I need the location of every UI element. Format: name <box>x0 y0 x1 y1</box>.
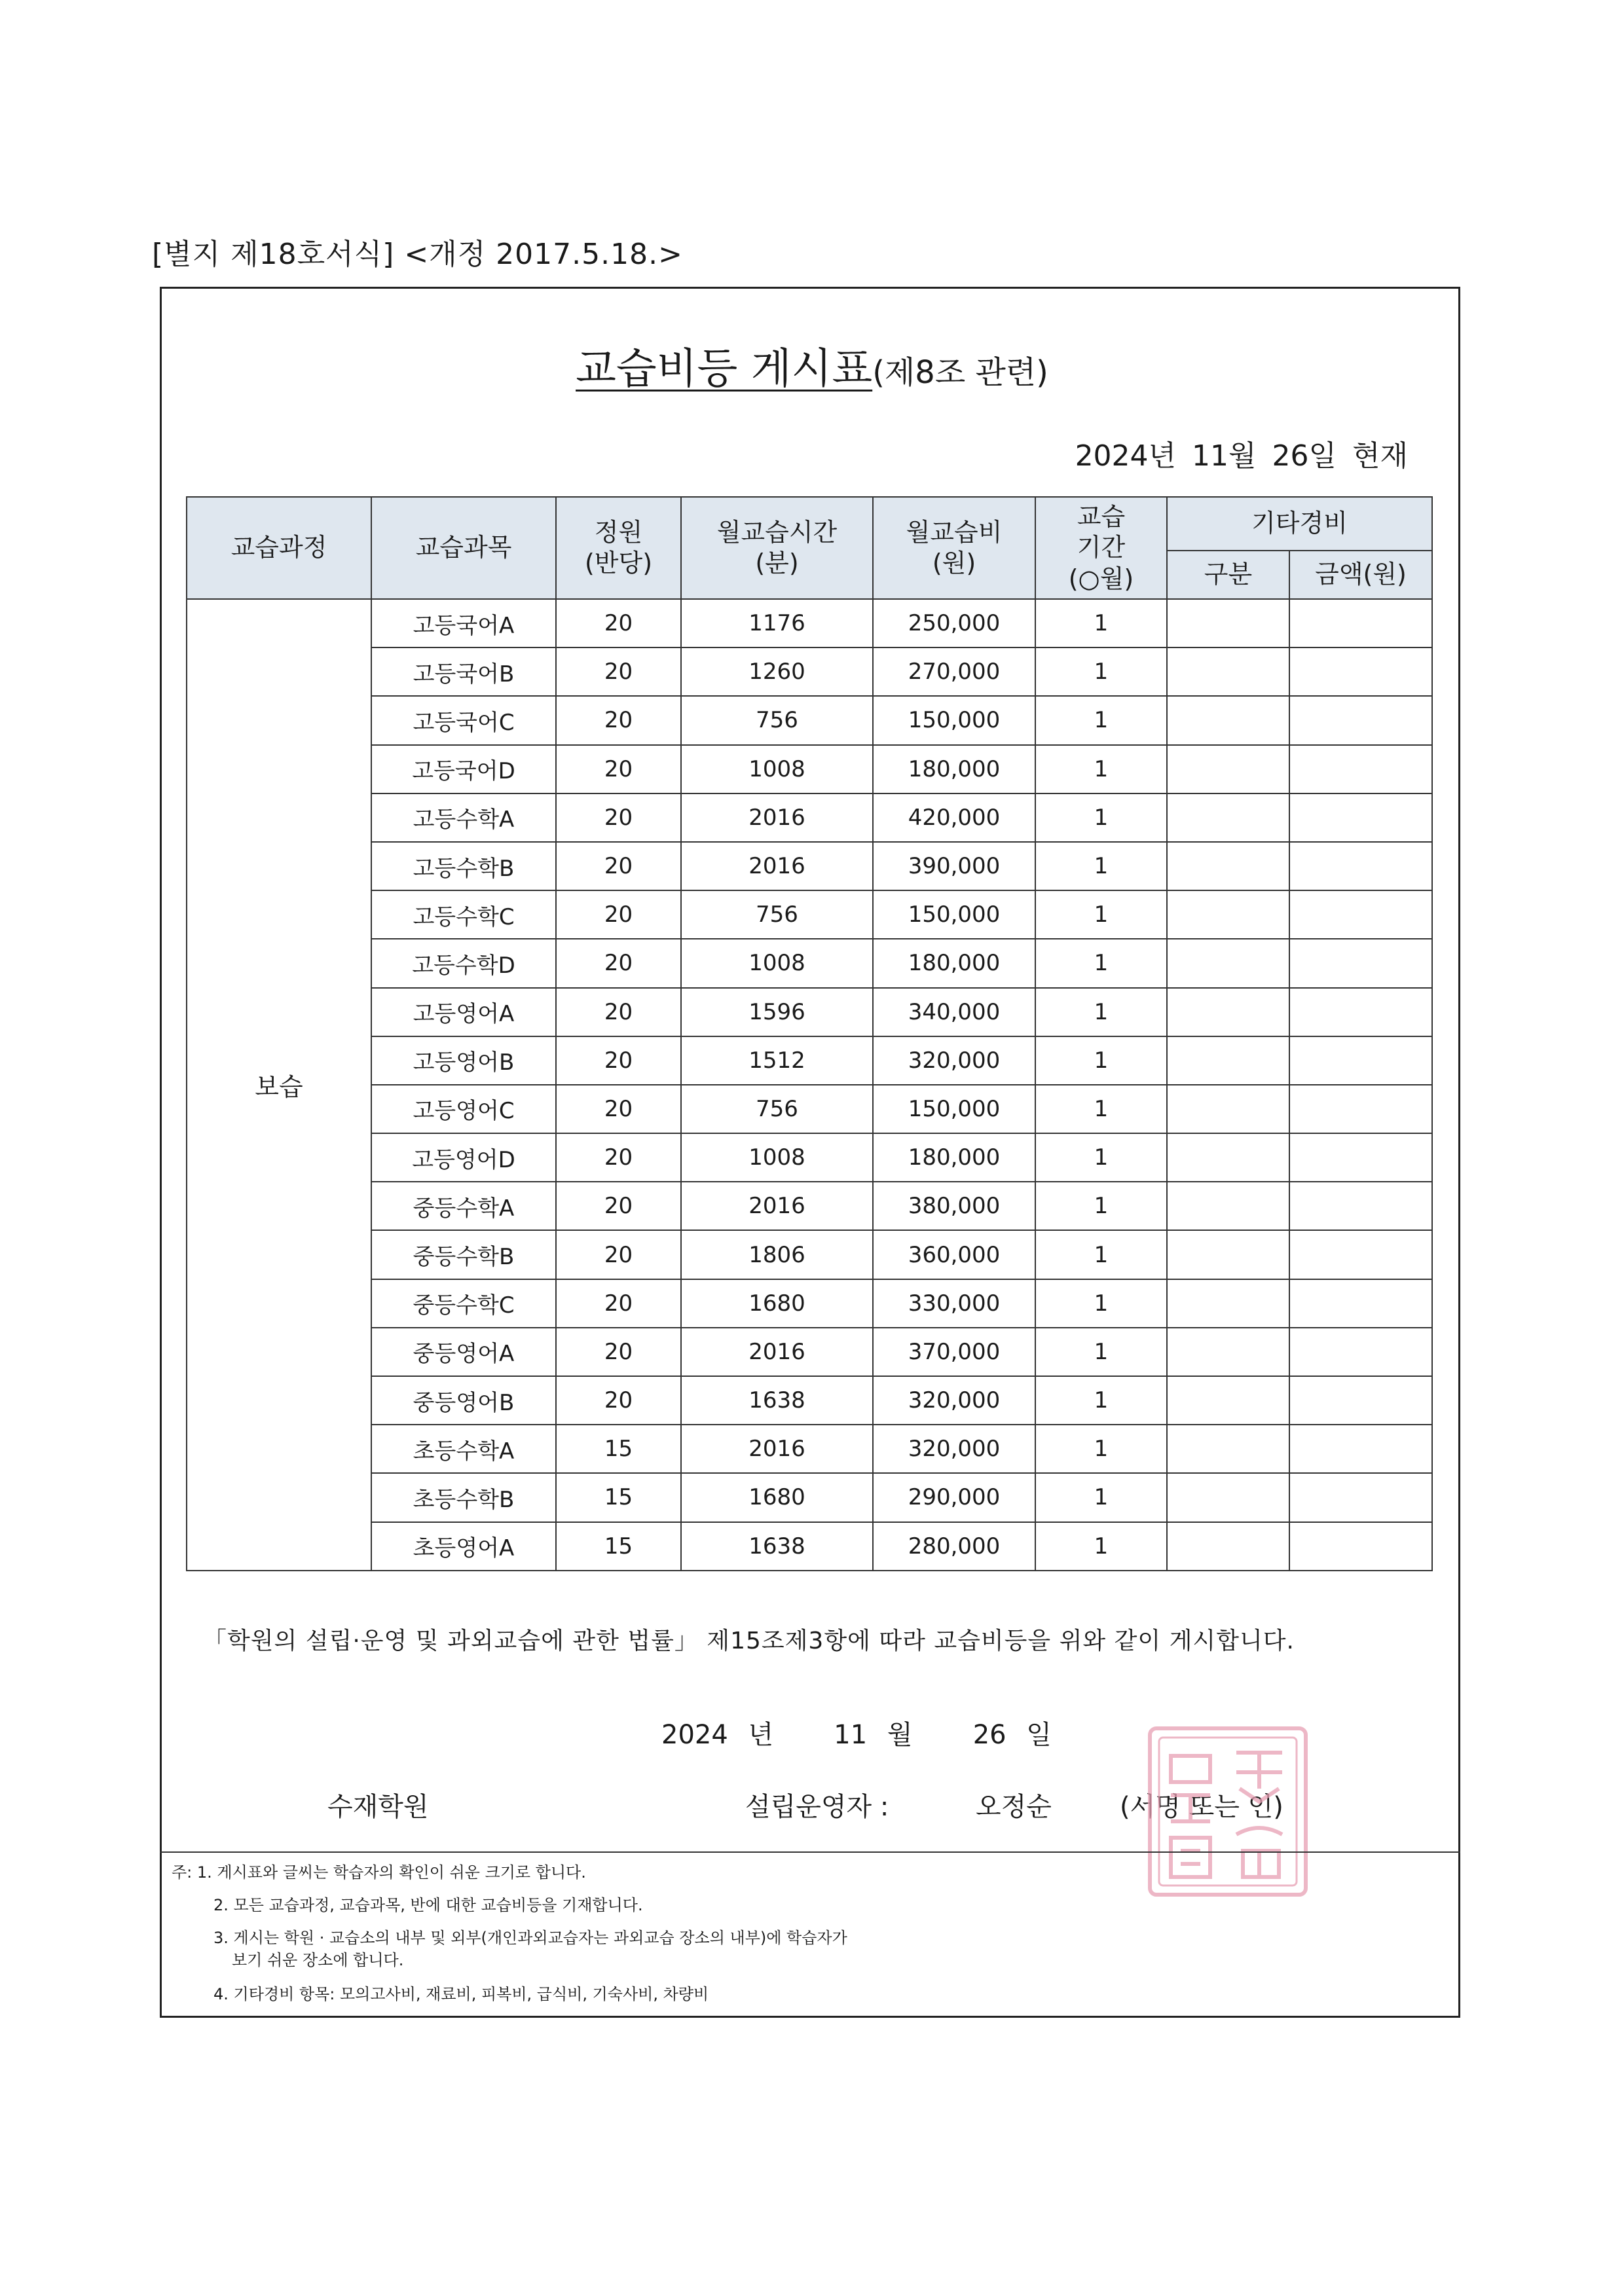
capacity-cell: 20 <box>556 1230 681 1279</box>
law-notice: 「학원의 설립·운영 및 과외교습에 관한 법률」 제15조제3항에 따라 교습비등을 위와 같이 게시합니다. <box>203 1628 1295 1654</box>
subject-cell: 고등국어C <box>371 696 556 744</box>
other-category-cell <box>1167 793 1289 842</box>
capacity-cell: 20 <box>556 1279 681 1328</box>
table-row <box>187 1328 1432 1376</box>
monthly-hours-cell: 2016 <box>681 793 873 842</box>
capacity-cell: 20 <box>556 1376 681 1425</box>
table-row <box>187 939 1432 987</box>
monthly-fee-cell: 180,000 <box>873 939 1035 987</box>
monthly-hours-cell: 756 <box>681 890 873 939</box>
monthly-fee-cell: 150,000 <box>873 1085 1035 1133</box>
subject-cell: 중등수학A <box>371 1182 556 1230</box>
subject-cell: 중등수학C <box>371 1279 556 1328</box>
capacity-cell: 20 <box>556 696 681 744</box>
capacity-cell: 20 <box>556 647 681 696</box>
table-row <box>187 696 1432 744</box>
period-cell: 1 <box>1035 1376 1167 1425</box>
other-category-cell <box>1167 988 1289 1036</box>
other-category-cell <box>1167 1473 1289 1522</box>
header-course: 교습과정 <box>187 497 371 599</box>
header-monthly-hours: 월교습시간 (분) <box>681 497 873 599</box>
monthly-fee-cell: 290,000 <box>873 1473 1035 1522</box>
header-capacity: 정원 (반당) <box>556 497 681 599</box>
fee-table-body <box>187 599 1432 1571</box>
capacity-cell: 20 <box>556 599 681 647</box>
other-category-cell <box>1167 1230 1289 1279</box>
other-category-cell <box>1167 1036 1289 1085</box>
monthly-hours-cell: 1680 <box>681 1279 873 1328</box>
table-row <box>187 1279 1432 1328</box>
header-other-expenses: 기타경비 <box>1167 497 1432 551</box>
other-category-cell <box>1167 696 1289 744</box>
monthly-hours-cell: 756 <box>681 1085 873 1133</box>
period-cell: 1 <box>1035 696 1167 744</box>
monthly-hours-cell: 1512 <box>681 1036 873 1085</box>
period-cell: 1 <box>1035 745 1167 793</box>
monthly-fee-cell: 330,000 <box>873 1279 1035 1328</box>
other-amount-cell <box>1289 939 1432 987</box>
note-3: 3. 게시는 학원 · 교습소의 내부 및 외부(개인과외교습자는 과외교습 장소의 내부)에 학습자가 <box>213 1929 847 1947</box>
subject-cell: 고등국어D <box>371 745 556 793</box>
note-3-continued: 보기 쉬운 장소에 합니다. <box>232 1951 404 1969</box>
sign-or-seal-mark: (서명 또는 인) <box>1120 1792 1283 1822</box>
table-row <box>187 745 1432 793</box>
monthly-fee-cell: 320,000 <box>873 1036 1035 1085</box>
other-amount-cell <box>1289 1328 1432 1376</box>
subject-cell: 고등국어B <box>371 647 556 696</box>
subject-cell: 초등영어A <box>371 1522 556 1571</box>
monthly-hours-cell: 2016 <box>681 842 873 890</box>
other-category-cell <box>1167 1425 1289 1473</box>
subject-cell: 고등영어D <box>371 1133 556 1182</box>
period-cell: 1 <box>1035 793 1167 842</box>
other-amount-cell <box>1289 1182 1432 1230</box>
monthly-fee-cell: 150,000 <box>873 890 1035 939</box>
monthly-hours-cell: 1008 <box>681 745 873 793</box>
note-4: 4. 기타경비 항목: 모의고사비, 재료비, 피복비, 급식비, 기숙사비, 차량비 <box>213 1985 709 2003</box>
title-main: 교습비등 게시표 <box>576 345 873 393</box>
monthly-fee-cell: 380,000 <box>873 1182 1035 1230</box>
period-cell: 1 <box>1035 1522 1167 1571</box>
other-amount-cell <box>1289 793 1432 842</box>
academy-name: 수재학원 <box>327 1792 429 1822</box>
monthly-fee-cell: 390,000 <box>873 842 1035 890</box>
period-cell: 1 <box>1035 939 1167 987</box>
subject-cell: 고등수학D <box>371 939 556 987</box>
monthly-hours-cell: 1806 <box>681 1230 873 1279</box>
subject-cell: 고등수학B <box>371 842 556 890</box>
period-cell: 1 <box>1035 1182 1167 1230</box>
period-cell: 1 <box>1035 842 1167 890</box>
other-category-cell <box>1167 1279 1289 1328</box>
title-sub: (제8조 관련) <box>872 354 1048 391</box>
fee-table <box>186 496 1433 1571</box>
period-cell: 1 <box>1035 1473 1167 1522</box>
period-cell: 1 <box>1035 1230 1167 1279</box>
other-amount-cell <box>1289 890 1432 939</box>
monthly-fee-cell: 370,000 <box>873 1328 1035 1376</box>
capacity-cell: 15 <box>556 1522 681 1571</box>
monthly-hours-cell: 2016 <box>681 1182 873 1230</box>
other-category-cell <box>1167 1085 1289 1133</box>
capacity-cell: 15 <box>556 1473 681 1522</box>
other-category-cell <box>1167 1328 1289 1376</box>
header-monthly-fee: 월교습비 (원) <box>873 497 1035 599</box>
subject-cell: 중등영어B <box>371 1376 556 1425</box>
monthly-hours-cell: 2016 <box>681 1328 873 1376</box>
header-other-amount: 금액(원) <box>1289 551 1432 599</box>
document-title <box>0 335 1624 395</box>
capacity-cell: 20 <box>556 793 681 842</box>
other-amount-cell <box>1289 1230 1432 1279</box>
table-row <box>187 647 1432 696</box>
table-row <box>187 1133 1432 1182</box>
table-row <box>187 1522 1432 1571</box>
monthly-hours-cell: 1176 <box>681 599 873 647</box>
table-row <box>187 793 1432 842</box>
other-category-cell <box>1167 890 1289 939</box>
table-row <box>187 1425 1432 1473</box>
subject-cell: 고등수학A <box>371 793 556 842</box>
subject-cell: 고등영어B <box>371 1036 556 1085</box>
table-row <box>187 1182 1432 1230</box>
table-row <box>187 988 1432 1036</box>
subject-cell: 중등수학B <box>371 1230 556 1279</box>
period-cell: 1 <box>1035 1425 1167 1473</box>
other-category-cell <box>1167 745 1289 793</box>
signature-date: 2024 년 11 월 26 일 <box>661 1720 1052 1750</box>
other-category-cell <box>1167 1522 1289 1571</box>
period-cell: 1 <box>1035 1328 1167 1376</box>
table-row <box>187 599 1432 647</box>
monthly-fee-cell: 250,000 <box>873 599 1035 647</box>
subject-cell: 고등영어C <box>371 1085 556 1133</box>
monthly-fee-cell: 360,000 <box>873 1230 1035 1279</box>
table-row <box>187 1376 1432 1425</box>
monthly-hours-cell: 1680 <box>681 1473 873 1522</box>
founder-name: 오정순 <box>976 1792 1052 1822</box>
other-amount-cell <box>1289 1279 1432 1328</box>
note-1: 주: 1. 게시표와 글씨는 학습자의 확인이 쉬운 크기로 합니다. <box>172 1863 586 1882</box>
monthly-hours-cell: 1008 <box>681 1133 873 1182</box>
monthly-fee-cell: 180,000 <box>873 1133 1035 1182</box>
capacity-cell: 20 <box>556 1182 681 1230</box>
other-category-cell <box>1167 1376 1289 1425</box>
monthly-fee-cell: 340,000 <box>873 988 1035 1036</box>
other-amount-cell <box>1289 696 1432 744</box>
period-cell: 1 <box>1035 988 1167 1036</box>
as-of-date: 2024년 11월 26일 현재 <box>1075 439 1408 473</box>
monthly-fee-cell: 270,000 <box>873 647 1035 696</box>
monthly-hours-cell: 1638 <box>681 1376 873 1425</box>
note-2: 2. 모든 교습과정, 교습과목, 반에 대한 교습비등을 기재합니다. <box>213 1896 643 1914</box>
subject-cell: 고등수학C <box>371 890 556 939</box>
capacity-cell: 20 <box>556 890 681 939</box>
header-other-category: 구분 <box>1167 551 1289 599</box>
other-amount-cell <box>1289 745 1432 793</box>
capacity-cell: 20 <box>556 1133 681 1182</box>
table-row <box>187 1230 1432 1279</box>
period-cell: 1 <box>1035 890 1167 939</box>
other-amount-cell <box>1289 599 1432 647</box>
period-cell: 1 <box>1035 1133 1167 1182</box>
table-row <box>187 890 1432 939</box>
other-category-cell <box>1167 1182 1289 1230</box>
monthly-hours-cell: 1638 <box>681 1522 873 1571</box>
monthly-fee-cell: 420,000 <box>873 793 1035 842</box>
other-amount-cell <box>1289 1522 1432 1571</box>
header-period: 교습 기간 (○월) <box>1035 497 1167 599</box>
capacity-cell: 20 <box>556 842 681 890</box>
other-category-cell <box>1167 599 1289 647</box>
other-amount-cell <box>1289 1133 1432 1182</box>
notes-divider <box>160 1851 1460 1853</box>
capacity-cell: 20 <box>556 745 681 793</box>
period-cell: 1 <box>1035 599 1167 647</box>
other-amount-cell <box>1289 1376 1432 1425</box>
period-cell: 1 <box>1035 1279 1167 1328</box>
official-seal-stamp <box>1145 1723 1311 1900</box>
other-amount-cell <box>1289 842 1432 890</box>
monthly-fee-cell: 320,000 <box>873 1425 1035 1473</box>
capacity-cell: 20 <box>556 1036 681 1085</box>
table-row <box>187 1085 1432 1133</box>
other-amount-cell <box>1289 647 1432 696</box>
capacity-cell: 20 <box>556 988 681 1036</box>
subject-cell: 중등영어A <box>371 1328 556 1376</box>
other-amount-cell <box>1289 1425 1432 1473</box>
period-cell: 1 <box>1035 1085 1167 1133</box>
monthly-fee-cell: 280,000 <box>873 1522 1035 1571</box>
capacity-cell: 20 <box>556 1085 681 1133</box>
subject-cell: 초등수학B <box>371 1473 556 1522</box>
other-category-cell <box>1167 939 1289 987</box>
header-subject: 교습과목 <box>371 497 556 599</box>
course-cell: 보습 <box>187 599 371 1571</box>
monthly-hours-cell: 756 <box>681 696 873 744</box>
other-amount-cell <box>1289 1473 1432 1522</box>
capacity-cell: 20 <box>556 939 681 987</box>
monthly-hours-cell: 1260 <box>681 647 873 696</box>
capacity-cell: 20 <box>556 1328 681 1376</box>
monthly-fee-cell: 320,000 <box>873 1376 1035 1425</box>
monthly-hours-cell: 1596 <box>681 988 873 1036</box>
other-category-cell <box>1167 842 1289 890</box>
other-category-cell <box>1167 647 1289 696</box>
other-amount-cell <box>1289 1085 1432 1133</box>
other-amount-cell <box>1289 988 1432 1036</box>
period-cell: 1 <box>1035 1036 1167 1085</box>
monthly-hours-cell: 1008 <box>681 939 873 987</box>
subject-cell: 고등영어A <box>371 988 556 1036</box>
other-amount-cell <box>1289 1036 1432 1085</box>
form-header: [별지 제18호서식] <개정 2017.5.18.> <box>152 238 683 271</box>
founder-label: 설립운영자 : <box>745 1792 889 1822</box>
table-row <box>187 842 1432 890</box>
subject-cell: 초등수학A <box>371 1425 556 1473</box>
monthly-hours-cell: 2016 <box>681 1425 873 1473</box>
table-row <box>187 1473 1432 1522</box>
period-cell: 1 <box>1035 647 1167 696</box>
capacity-cell: 15 <box>556 1425 681 1473</box>
table-row <box>187 1036 1432 1085</box>
other-category-cell <box>1167 1133 1289 1182</box>
monthly-fee-cell: 150,000 <box>873 696 1035 744</box>
subject-cell: 고등국어A <box>371 599 556 647</box>
monthly-fee-cell: 180,000 <box>873 745 1035 793</box>
